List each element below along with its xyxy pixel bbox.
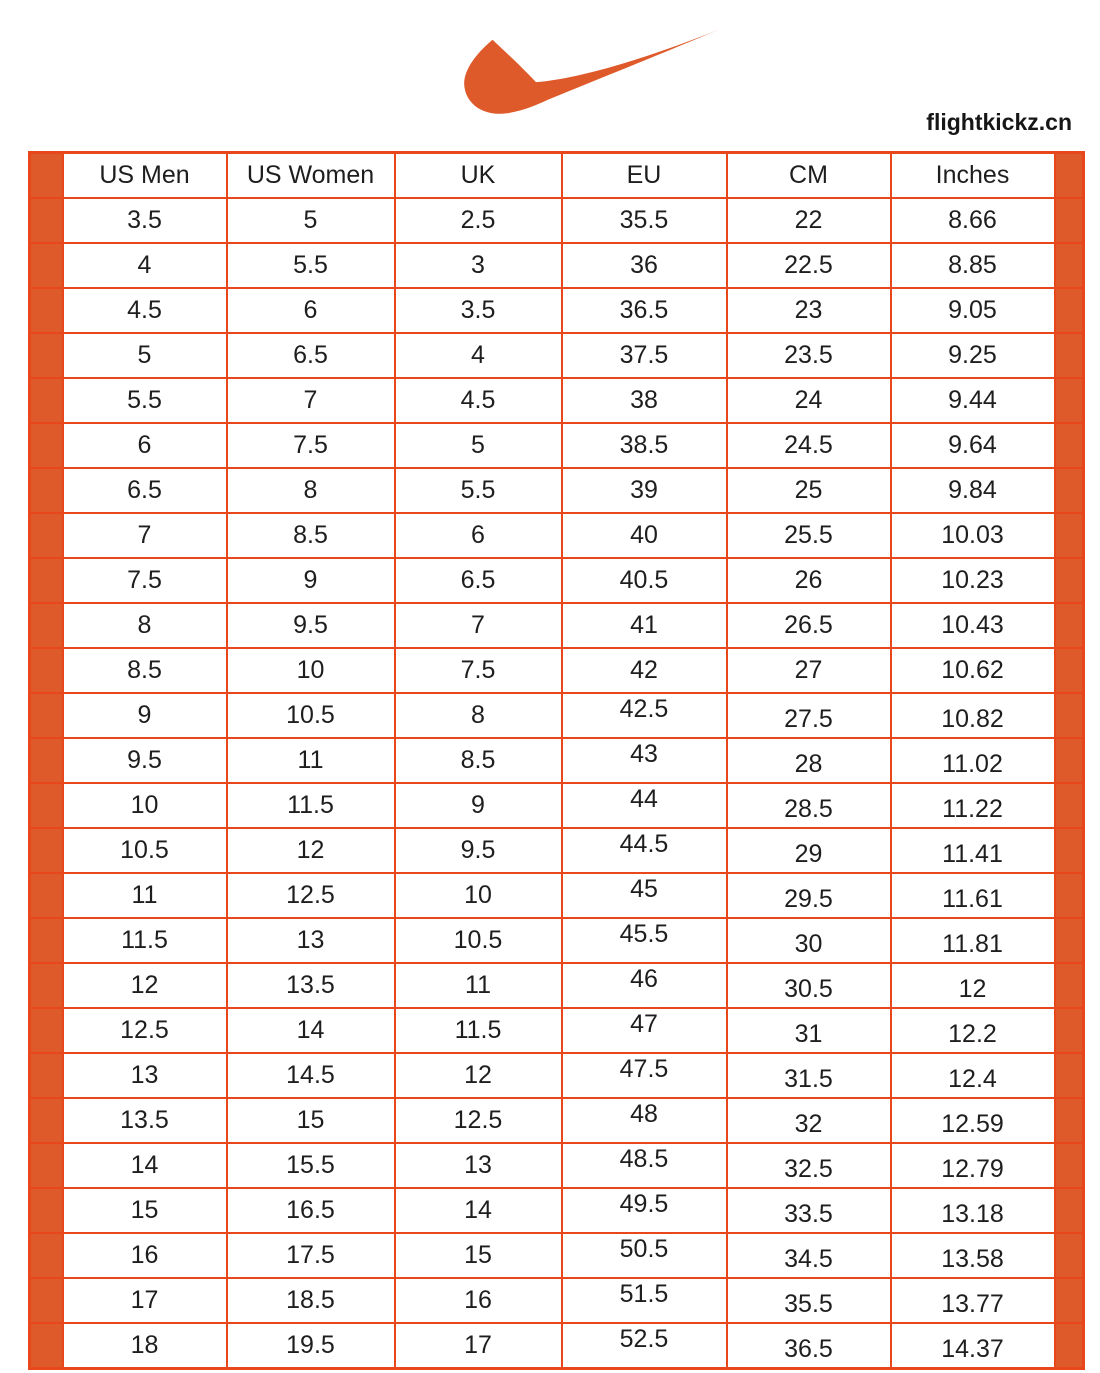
right-accent-bar-cell — [1055, 1053, 1084, 1098]
size-cell: 13.5 — [227, 963, 395, 1008]
size-cell: 47.5 — [562, 1047, 727, 1092]
left-accent-bar-cell — [30, 1098, 63, 1143]
nike-swoosh-icon — [453, 26, 723, 120]
size-cell: 16.5 — [227, 1188, 395, 1233]
size-cell: 2.5 — [395, 198, 562, 243]
size-cell: 27.5 — [727, 697, 891, 742]
size-cell: 8 — [227, 468, 395, 513]
right-accent-bar-cell — [1055, 558, 1084, 603]
size-cell: 6.5 — [63, 468, 227, 513]
size-cell: 42 — [562, 648, 727, 693]
size-cell: 47 — [562, 1002, 727, 1047]
right-accent-bar-cell — [1055, 1188, 1084, 1233]
size-cell: 8 — [395, 693, 562, 738]
size-cell: 10.23 — [891, 558, 1055, 603]
size-cell: 11.5 — [227, 783, 395, 828]
table-row — [30, 963, 1084, 1008]
size-cell: 8.5 — [227, 513, 395, 558]
right-accent-bar-cell — [1055, 873, 1084, 918]
table-row — [30, 1233, 1084, 1278]
size-cell: 8.66 — [891, 198, 1055, 243]
right-accent-bar-cell — [1055, 468, 1084, 513]
size-cell: 12.4 — [891, 1057, 1055, 1102]
table-row — [30, 468, 1084, 513]
size-cell: 52.5 — [562, 1317, 727, 1363]
size-cell: 28 — [727, 742, 891, 787]
column-header: CM — [727, 153, 891, 199]
size-cell: 48 — [562, 1092, 727, 1137]
size-cell: 6 — [395, 513, 562, 558]
size-cell: 10.5 — [227, 693, 395, 738]
size-cell: 12.5 — [63, 1008, 227, 1053]
size-cell: 12.59 — [891, 1102, 1055, 1147]
size-cell: 36 — [562, 243, 727, 288]
size-cell: 13.77 — [891, 1282, 1055, 1327]
size-cell: 15.5 — [227, 1143, 395, 1188]
size-cell: 38 — [562, 378, 727, 423]
size-cell: 10 — [63, 783, 227, 828]
table-row — [30, 513, 1084, 558]
left-accent-bar-cell — [30, 468, 63, 513]
table-header-row — [30, 153, 1084, 199]
table-row — [30, 333, 1084, 378]
size-cell: 15 — [227, 1098, 395, 1143]
size-cell: 11.02 — [891, 742, 1055, 787]
size-cell: 10.03 — [891, 513, 1055, 558]
size-cell: 44 — [562, 777, 727, 822]
size-cell: 13 — [63, 1053, 227, 1098]
size-cell: 7.5 — [395, 648, 562, 693]
size-cell: 11.22 — [891, 787, 1055, 832]
size-cell: 4.5 — [395, 378, 562, 423]
size-cell: 9.44 — [891, 378, 1055, 423]
left-accent-bar-cell — [30, 378, 63, 423]
right-accent-bar-cell — [1055, 198, 1084, 243]
size-cell: 15 — [63, 1188, 227, 1233]
size-cell: 10.5 — [63, 828, 227, 873]
size-cell: 9 — [227, 558, 395, 603]
size-cell: 12 — [891, 967, 1055, 1012]
size-cell: 8.85 — [891, 243, 1055, 288]
size-cell: 6 — [63, 423, 227, 468]
size-cell: 40.5 — [562, 558, 727, 603]
table-row — [30, 1188, 1084, 1233]
size-cell: 13.18 — [891, 1192, 1055, 1237]
size-cell: 9.25 — [891, 333, 1055, 378]
right-accent-bar-cell — [1055, 513, 1084, 558]
size-cell: 9.5 — [395, 828, 562, 873]
right-accent-bar-cell — [1055, 243, 1084, 288]
table-row — [30, 423, 1084, 468]
size-cell: 13 — [395, 1143, 562, 1188]
table-row — [30, 243, 1084, 288]
size-cell: 26.5 — [727, 603, 891, 648]
left-accent-bar-cell — [30, 963, 63, 1008]
size-cell: 17 — [63, 1278, 227, 1323]
size-cell: 30.5 — [727, 967, 891, 1012]
column-header: EU — [562, 153, 727, 199]
left-accent-bar-cell — [30, 1143, 63, 1188]
size-cell: 12.5 — [227, 873, 395, 918]
size-cell: 17 — [395, 1323, 562, 1369]
left-accent-bar-cell — [30, 873, 63, 918]
size-cell: 9.5 — [227, 603, 395, 648]
table-row — [30, 783, 1084, 828]
table-row — [30, 1008, 1084, 1053]
size-cell: 26 — [727, 558, 891, 603]
size-cell: 10 — [395, 873, 562, 918]
size-cell: 16 — [63, 1233, 227, 1278]
size-cell: 13 — [227, 918, 395, 963]
size-cell: 5 — [395, 423, 562, 468]
size-cell: 3.5 — [63, 198, 227, 243]
left-accent-bar-cell — [30, 1233, 63, 1278]
size-cell: 6.5 — [395, 558, 562, 603]
right-accent-bar-cell — [1055, 1233, 1084, 1278]
left-accent-bar-cell — [30, 783, 63, 828]
size-cell: 5 — [63, 333, 227, 378]
size-cell: 9.64 — [891, 423, 1055, 468]
size-cell: 45 — [562, 867, 727, 912]
left-accent-bar-cell — [30, 1008, 63, 1053]
size-cell: 46 — [562, 957, 727, 1002]
size-cell: 25 — [727, 468, 891, 513]
size-cell: 14.5 — [227, 1053, 395, 1098]
size-cell: 24.5 — [727, 423, 891, 468]
right-accent-bar-cell — [1055, 153, 1084, 199]
size-cell: 8 — [63, 603, 227, 648]
size-cell: 7 — [63, 513, 227, 558]
size-cell: 39 — [562, 468, 727, 513]
size-cell: 6.5 — [227, 333, 395, 378]
left-accent-bar-cell — [30, 828, 63, 873]
size-cell: 36.5 — [727, 1327, 891, 1373]
size-cell: 9 — [395, 783, 562, 828]
size-cell: 29 — [727, 832, 891, 877]
size-cell: 14 — [63, 1143, 227, 1188]
right-accent-bar-cell — [1055, 1098, 1084, 1143]
size-cell: 12 — [63, 963, 227, 1008]
size-cell: 45.5 — [562, 912, 727, 957]
left-accent-bar-cell — [30, 243, 63, 288]
table-row — [30, 288, 1084, 333]
right-accent-bar-cell — [1055, 288, 1084, 333]
table-row — [30, 1098, 1084, 1143]
size-cell: 41 — [562, 603, 727, 648]
size-cell: 12 — [395, 1053, 562, 1098]
size-cell: 9 — [63, 693, 227, 738]
size-cell: 3 — [395, 243, 562, 288]
size-cell: 5 — [227, 198, 395, 243]
size-cell: 7.5 — [227, 423, 395, 468]
size-cell: 22 — [727, 198, 891, 243]
size-cell: 31 — [727, 1012, 891, 1057]
left-accent-bar-cell — [30, 603, 63, 648]
size-cell: 11.81 — [891, 922, 1055, 967]
table-row — [30, 1278, 1084, 1323]
left-accent-bar-cell — [30, 333, 63, 378]
right-accent-bar-cell — [1055, 603, 1084, 648]
right-accent-bar-cell — [1055, 1143, 1084, 1188]
size-cell: 10.43 — [891, 603, 1055, 648]
left-accent-bar-cell — [30, 648, 63, 693]
size-cell: 10.5 — [395, 918, 562, 963]
table-row — [30, 828, 1084, 873]
size-cell: 11 — [227, 738, 395, 783]
size-cell: 11.41 — [891, 832, 1055, 877]
size-cell: 12.2 — [891, 1012, 1055, 1057]
table-row — [30, 648, 1084, 693]
left-accent-bar-cell — [30, 153, 63, 199]
size-cell: 37.5 — [562, 333, 727, 378]
size-cell: 8.5 — [63, 648, 227, 693]
size-cell: 6 — [227, 288, 395, 333]
size-cell: 35.5 — [727, 1282, 891, 1327]
size-cell: 24 — [727, 378, 891, 423]
size-cell: 10 — [227, 648, 395, 693]
size-cell: 10.62 — [891, 648, 1055, 693]
size-cell: 18 — [63, 1323, 227, 1369]
size-cell: 17.5 — [227, 1233, 395, 1278]
table-row — [30, 693, 1084, 738]
right-accent-bar-cell — [1055, 378, 1084, 423]
size-cell: 43 — [562, 732, 727, 777]
left-accent-bar-cell — [30, 918, 63, 963]
right-accent-bar-cell — [1055, 1278, 1084, 1323]
size-cell: 8.5 — [395, 738, 562, 783]
right-accent-bar-cell — [1055, 648, 1084, 693]
size-cell: 42.5 — [562, 687, 727, 732]
right-accent-bar-cell — [1055, 828, 1084, 873]
table-row — [30, 1323, 1084, 1369]
right-accent-bar-cell — [1055, 1008, 1084, 1053]
size-cell: 11 — [63, 873, 227, 918]
column-header: US Men — [63, 153, 227, 199]
size-cell: 4 — [63, 243, 227, 288]
size-cell: 4 — [395, 333, 562, 378]
size-cell: 25.5 — [727, 513, 891, 558]
size-cell: 5.5 — [227, 243, 395, 288]
size-cell: 9.84 — [891, 468, 1055, 513]
size-cell: 3.5 — [395, 288, 562, 333]
size-cell: 30 — [727, 922, 891, 967]
size-cell: 13.5 — [63, 1098, 227, 1143]
size-cell: 23 — [727, 288, 891, 333]
right-accent-bar-cell — [1055, 963, 1084, 1008]
left-accent-bar-cell — [30, 1188, 63, 1233]
table-row — [30, 378, 1084, 423]
size-cell: 5.5 — [395, 468, 562, 513]
right-accent-bar-cell — [1055, 693, 1084, 738]
size-cell: 44.5 — [562, 822, 727, 867]
size-cell: 7.5 — [63, 558, 227, 603]
left-accent-bar-cell — [30, 1278, 63, 1323]
size-cell: 12 — [227, 828, 395, 873]
table-row — [30, 558, 1084, 603]
table-row — [30, 918, 1084, 963]
size-chart-table — [28, 151, 1085, 1370]
size-cell: 29.5 — [727, 877, 891, 922]
size-cell: 27 — [727, 648, 891, 693]
size-cell: 22.5 — [727, 243, 891, 288]
size-cell: 51.5 — [562, 1272, 727, 1317]
size-cell: 13.58 — [891, 1237, 1055, 1282]
size-cell: 33.5 — [727, 1192, 891, 1237]
left-accent-bar-cell — [30, 558, 63, 603]
size-cell: 9.5 — [63, 738, 227, 783]
size-cell: 49.5 — [562, 1182, 727, 1227]
size-cell: 32.5 — [727, 1147, 891, 1192]
left-accent-bar-cell — [30, 513, 63, 558]
size-cell: 12.5 — [395, 1098, 562, 1143]
table-row — [30, 1053, 1084, 1098]
size-cell: 18.5 — [227, 1278, 395, 1323]
size-cell: 35.5 — [562, 198, 727, 243]
table-body — [30, 198, 1084, 1369]
size-cell: 14 — [395, 1188, 562, 1233]
size-cell: 36.5 — [562, 288, 727, 333]
right-accent-bar-cell — [1055, 738, 1084, 783]
size-cell: 32 — [727, 1102, 891, 1147]
table-row — [30, 603, 1084, 648]
column-header: US Women — [227, 153, 395, 199]
size-cell: 19.5 — [227, 1323, 395, 1369]
size-cell: 48.5 — [562, 1137, 727, 1182]
size-cell: 40 — [562, 513, 727, 558]
size-cell: 28.5 — [727, 787, 891, 832]
size-cell: 34.5 — [727, 1237, 891, 1282]
left-accent-bar-cell — [30, 738, 63, 783]
left-accent-bar-cell — [30, 1053, 63, 1098]
size-cell: 11.5 — [395, 1008, 562, 1053]
left-accent-bar-cell — [30, 693, 63, 738]
column-header: UK — [395, 153, 562, 199]
size-cell: 12.79 — [891, 1147, 1055, 1192]
size-cell: 23.5 — [727, 333, 891, 378]
right-accent-bar-cell — [1055, 918, 1084, 963]
size-cell: 11.61 — [891, 877, 1055, 922]
size-cell: 16 — [395, 1278, 562, 1323]
size-cell: 9.05 — [891, 288, 1055, 333]
column-header: Inches — [891, 153, 1055, 199]
right-accent-bar-cell — [1055, 783, 1084, 828]
size-cell: 5.5 — [63, 378, 227, 423]
size-cell: 50.5 — [562, 1227, 727, 1272]
nike-swoosh-path — [464, 29, 720, 114]
size-cell: 7 — [227, 378, 395, 423]
size-cell: 31.5 — [727, 1057, 891, 1102]
right-accent-bar-cell — [1055, 1323, 1084, 1369]
size-cell: 11.5 — [63, 918, 227, 963]
size-cell: 10.82 — [891, 697, 1055, 742]
table-row — [30, 198, 1084, 243]
size-cell: 7 — [395, 603, 562, 648]
size-cell: 38.5 — [562, 423, 727, 468]
left-accent-bar-cell — [30, 288, 63, 333]
table-row — [30, 873, 1084, 918]
size-cell: 11 — [395, 963, 562, 1008]
size-cell: 4.5 — [63, 288, 227, 333]
left-accent-bar-cell — [30, 423, 63, 468]
site-name: flightkickz.cn — [926, 109, 1072, 135]
right-accent-bar-cell — [1055, 333, 1084, 378]
table-row — [30, 1143, 1084, 1188]
table-row — [30, 738, 1084, 783]
left-accent-bar-cell — [30, 198, 63, 243]
size-cell: 15 — [395, 1233, 562, 1278]
left-accent-bar-cell — [30, 1323, 63, 1369]
size-cell: 14 — [227, 1008, 395, 1053]
size-cell: 14.37 — [891, 1327, 1055, 1373]
right-accent-bar-cell — [1055, 423, 1084, 468]
